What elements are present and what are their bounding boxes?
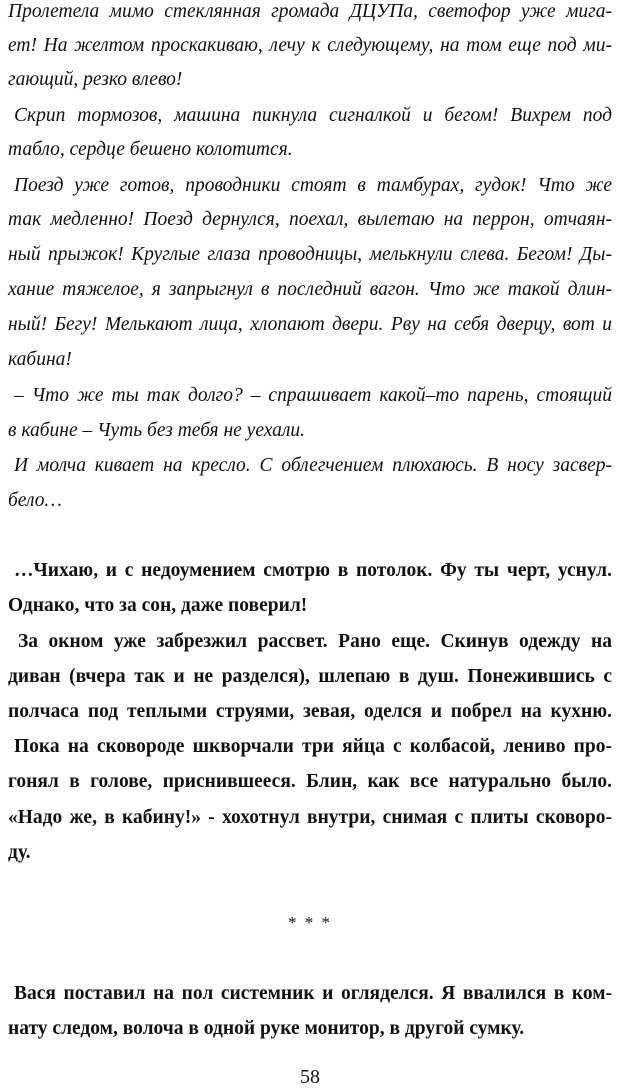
text-line: ный! Бегу! Мелькают лица, хлопают двери. Рву на себя дверцу, вот и <box>8 314 612 335</box>
text-line: гающий, резко влево! <box>8 69 183 90</box>
text-line: бело… <box>8 490 62 511</box>
text-line: Вася поставил на пол системник и огляделся. Я ввалился в ком- <box>14 983 612 1004</box>
text-line: нату следом, волоча в одной руке монитор, в другой сумку. <box>8 1018 525 1039</box>
text-line: табло, сердце бешено колотится. <box>8 139 293 160</box>
text-line: …Чихаю, и с недоумением смотрю в потолок. Фу ты черт, уснул. <box>14 560 612 581</box>
text-line: хание тяжелое, я запрыгнул в последний вагон. Что же такой длин- <box>8 279 612 300</box>
text-line: – Что же ты так долго? – спрашивает какой–то парень, стоящий <box>14 385 612 406</box>
text-line: За окном уже забрезжил рассвет. Рано еще. Скинув одежду на <box>18 631 612 652</box>
text-line: ду. <box>8 842 31 863</box>
text-line: ет! На желтом проскакиваю, лечу к следующему, на том еще под ми- <box>8 35 612 56</box>
text-line: гонял в голове, приснившееся. Блин, как все натурально было. <box>8 771 612 792</box>
text-line: полчаса под теплыми струями, зевая, оделся и побрел на кухню. <box>8 701 612 722</box>
text-line: ный прыжок! Круглые глаза проводницы, мелькнули слева. Бегом! Ды- <box>8 244 612 265</box>
text-line: так медленно! Поезд дернулся, поехал, вылетаю на перрон, отчаян- <box>8 209 612 230</box>
text-line: диван (вчера так и не разделся), шлепаю в душ. Понежившись с <box>8 666 612 687</box>
text-line: «Надо же, в кабину!» - хохотнул внутри, снимая с плиты сковоро- <box>8 807 612 828</box>
section-divider: * * * <box>288 913 332 932</box>
text-line: И молча кивает на кресло. С облегчением плюхаюсь. В носу засвер- <box>14 455 612 476</box>
text-line: в кабине – Чуть без тебя не уехали. <box>8 420 305 441</box>
text-line: Пока на сковороде шкворчали три яйца с колбасой, лениво про- <box>14 736 612 757</box>
text-line: кабина! <box>8 349 72 370</box>
text-line: Поезд уже готов, проводники стоят в тамбурах, гудок! Что же <box>14 175 612 196</box>
page-number: 58 <box>300 1066 320 1088</box>
text-line: Однако, что за сон, даже поверил! <box>8 595 308 616</box>
text-line: Пролетела мимо стеклянная громада ДЦУПа, светофор уже мига- <box>8 1 612 22</box>
text-line: Скрип тормозов, машина пикнула сигналкой и бегом! Вихрем под <box>14 105 612 126</box>
